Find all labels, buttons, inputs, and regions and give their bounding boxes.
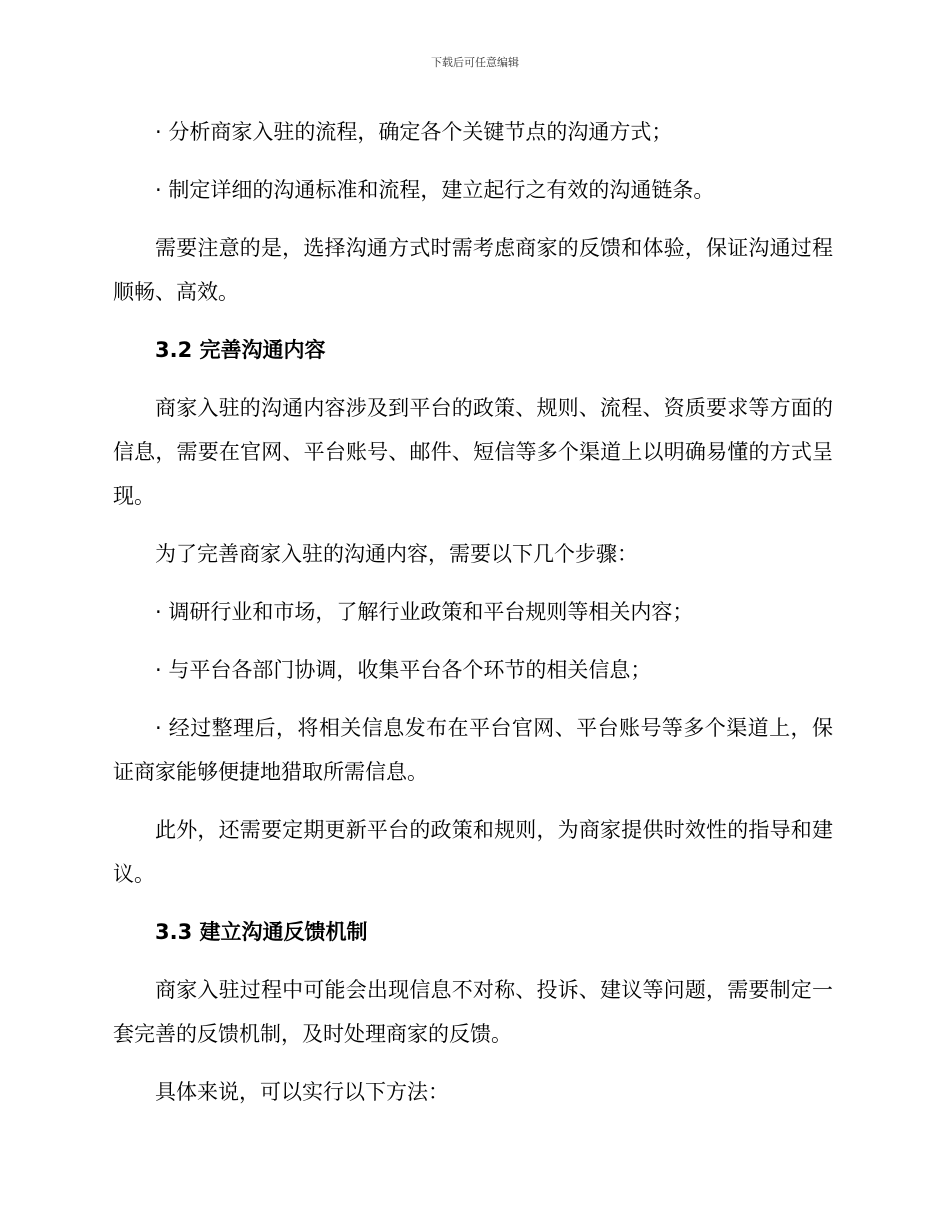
- body-paragraph: 此外，还需要定期更新平台的政策和规则，为商家提供时效性的指导和建议。: [113, 818, 833, 886]
- section-heading: 3.3 建立沟通反馈机制: [155, 920, 368, 944]
- body-paragraph: 需要注意的是，选择沟通方式时需考虑商家的反馈和体验，保证沟通过程顺畅、高效。: [113, 236, 833, 304]
- section-heading: 3.2 完善沟通内容: [155, 338, 326, 362]
- bullet-paragraph: · 制定详细的沟通标准和流程，建立起行之有效的沟通链条。: [155, 178, 715, 202]
- bullet-paragraph: · 调研行业和市场，了解行业政策和平台规则等相关内容；: [155, 600, 694, 624]
- bullet-paragraph: · 分析商家入驻的流程，确定各个关键节点的沟通方式；: [155, 120, 673, 144]
- body-paragraph: 商家入驻的沟通内容涉及到平台的政策、规则、流程、资质要求等方面的信息，需要在官网、平台账号、邮件、短信等多个渠道上以明确易懂的方式呈现。: [113, 396, 833, 508]
- page-header: 下载后可任意编辑: [431, 56, 519, 69]
- body-paragraph: 商家入驻过程中可能会出现信息不对称、投诉、建议等问题，需要制定一套完善的反馈机制，及时处理商家的反馈。: [113, 978, 833, 1046]
- bullet-paragraph: · 经过整理后，将相关信息发布在平台官网、平台账号等多个渠道上，保证商家能够便捷地猎取所需信息。: [113, 716, 833, 784]
- body-paragraph: 具体来说，可以实行以下方法：: [155, 1080, 449, 1104]
- body-paragraph: 为了完善商家入驻的沟通内容，需要以下几个步骤：: [155, 542, 638, 566]
- document-body: [113, 110, 833, 1128]
- bullet-paragraph: · 与平台各部门协调，收集平台各个环节的相关信息；: [155, 658, 652, 682]
